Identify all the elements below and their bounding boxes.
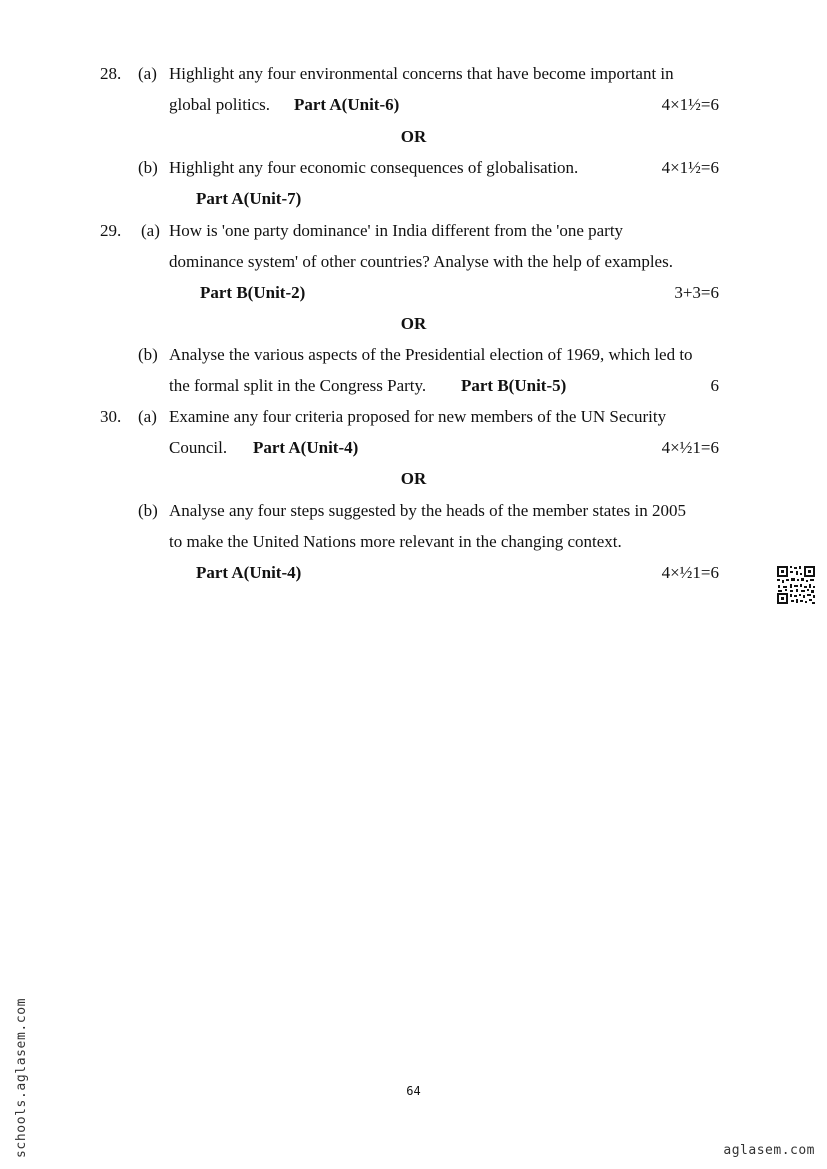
- marks: 4×1½=6: [661, 95, 719, 114]
- sub-label: (b): [138, 158, 158, 177]
- marks: 4×½1=6: [661, 563, 719, 582]
- part-reference: Part A(Unit-6): [294, 95, 400, 114]
- marks: 6: [710, 376, 719, 395]
- or-divider: OR: [400, 469, 427, 488]
- question-text: dominance system' of other countries? Analyse with the help of examples.: [169, 252, 673, 271]
- question-text: Examine any four criteria proposed for new members of the UN Security: [169, 407, 667, 426]
- page-number: 64: [406, 1084, 421, 1098]
- footer-watermark: aglasem.com: [723, 1143, 815, 1158]
- qr-code-icon: [776, 565, 816, 605]
- question-text: How is 'one party dominance' in India different from the 'one party: [169, 221, 624, 240]
- marks: 3+3=6: [674, 283, 719, 302]
- question-text: Highlight any four economic consequences of globalisation.: [169, 158, 579, 177]
- side-watermark: schools.aglasem.com: [14, 997, 29, 1158]
- question-text: Analyse the various aspects of the Presidential election of 1969, which led to: [169, 345, 693, 364]
- question-number: 30.: [100, 407, 122, 426]
- question-text: Highlight any four environmental concerns that have become important in: [169, 64, 674, 83]
- sub-label: (a): [141, 221, 160, 240]
- or-divider: OR: [400, 127, 427, 146]
- question-text: Council.: [169, 438, 228, 457]
- part-reference: Part A(Unit-7): [196, 189, 302, 208]
- sub-label: (b): [138, 501, 158, 520]
- question-text: to make the United Nations more relevant in the changing context.: [169, 532, 622, 551]
- question-number: 28.: [100, 64, 122, 83]
- part-reference: Part B(Unit-2): [200, 283, 306, 302]
- sub-label: (a): [138, 407, 157, 426]
- sub-label: (b): [138, 345, 158, 364]
- sub-label: (a): [138, 64, 157, 83]
- or-divider: OR: [400, 314, 427, 333]
- question-text: Analyse any four steps suggested by the heads of the member states in 2005: [169, 501, 686, 520]
- part-reference: Part A(Unit-4): [196, 563, 302, 582]
- question-text: global politics.: [169, 95, 271, 114]
- marks: 4×½1=6: [661, 438, 719, 457]
- question-text: the formal split in the Congress Party.: [169, 376, 427, 395]
- question-number: 29.: [100, 221, 122, 240]
- marks: 4×1½=6: [661, 158, 719, 177]
- part-reference: Part B(Unit-5): [461, 376, 567, 395]
- part-reference: Part A(Unit-4): [253, 438, 359, 457]
